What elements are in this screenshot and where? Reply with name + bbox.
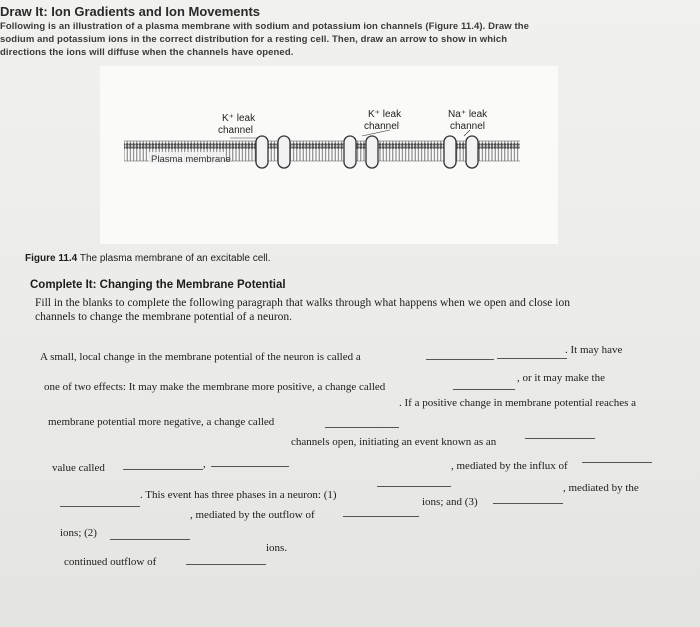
- blank-3-input[interactable]: [325, 427, 399, 428]
- figure-number: Figure 11.4: [25, 253, 78, 264]
- paragraph-line-5-end: , mediated by the influx of: [451, 460, 568, 472]
- draw-it-title: Draw It: Ion Gradients and Ion Movements: [0, 4, 261, 19]
- draw-it-instructions-line-1: Following is an illustration of a plasma membrane with sodium and potassium ion channels (Figure 11.4). Draw the: [0, 21, 530, 32]
- paragraph-line-6-end: , mediated by the: [563, 482, 639, 494]
- paragraph-line-6-text-3: ions; and (3): [422, 496, 478, 508]
- blank-9-input[interactable]: [582, 462, 652, 463]
- plasma-membrane-label: Plasma membrane: [151, 154, 231, 165]
- paragraph-line-2-end: , or it may make the: [517, 372, 605, 384]
- paragraph-line-7-text: continued outflow of: [64, 556, 157, 568]
- figure-membrane-illustration[interactable]: [100, 66, 558, 244]
- blank-12-input[interactable]: [493, 503, 563, 504]
- blank-1-right-input[interactable]: [497, 358, 567, 359]
- paragraph-line-4-text-2: channels open, initiating an event known as an: [291, 436, 497, 448]
- figure-caption-text: The plasma membrane of an excitable cell.: [79, 253, 271, 264]
- paragraph-line-2-text: one of two effects: It may make the membrane more positive, a change called: [44, 381, 386, 393]
- channel-1-label-line-2: channel: [218, 125, 254, 136]
- blank-7-input[interactable]: [60, 506, 140, 507]
- blank-11-input[interactable]: [343, 516, 419, 517]
- figure-caption: [25, 253, 271, 264]
- plasma-membrane-diagram: [100, 66, 558, 244]
- complete-it-instructions-line-1: Fill in the blanks to complete the following paragraph that walks through what happens when we open and close ion: [35, 297, 570, 309]
- channel-3-label-line-2: channel: [450, 121, 486, 132]
- blank-10-input[interactable]: [110, 539, 190, 540]
- paragraph-line-4-comma: ,: [203, 458, 206, 470]
- channel-2-label-line-1: K⁺ leak: [368, 109, 402, 120]
- paragraph-line-7-end: ions.: [266, 542, 288, 554]
- blank-13-input[interactable]: [186, 564, 266, 565]
- complete-it-instructions-line-2: channels to change the membrane potential of a neuron.: [35, 311, 293, 323]
- channel-1-label-line-1: K⁺ leak: [222, 113, 256, 124]
- paragraph-line-4-text: value called: [52, 462, 105, 474]
- paragraph-line-3-end: . If a positive change in membrane potential reaches a: [399, 397, 637, 409]
- channel-3-label-line-1: Na⁺ leak: [448, 109, 488, 120]
- draw-it-instructions-line-2: sodium and potassium ions in the correct distribution for a resting cell. Then, draw an arrow to show in which: [0, 34, 508, 45]
- paragraph-line-6-text-2: , mediated by the outflow of: [190, 509, 315, 521]
- complete-it-title: Complete It: Changing the Membrane Potential: [30, 279, 286, 291]
- blank-5-input[interactable]: [211, 466, 289, 467]
- channel-2-label-line-2: channel: [364, 121, 400, 132]
- paragraph-line-6-text: ions; (2): [60, 527, 97, 539]
- blank-8-input[interactable]: [377, 486, 451, 487]
- paragraph-line-1-text: A small, local change in the membrane potential of the neuron is called a: [40, 351, 361, 363]
- paragraph-line-1-end: . It may have: [565, 344, 623, 356]
- blank-1-left-input[interactable]: [426, 359, 494, 360]
- blank-2-input[interactable]: [453, 389, 515, 390]
- paragraph-line-5-text: . This event has three phases in a neuron: (1): [140, 489, 337, 501]
- paragraph-line-3-text: membrane potential more negative, a change called: [48, 416, 275, 428]
- blank-6-input[interactable]: [525, 438, 595, 439]
- blank-4-input[interactable]: [123, 469, 203, 470]
- draw-it-instructions-line-3: directions the ions will diffuse when the channels have opened.: [0, 47, 294, 58]
